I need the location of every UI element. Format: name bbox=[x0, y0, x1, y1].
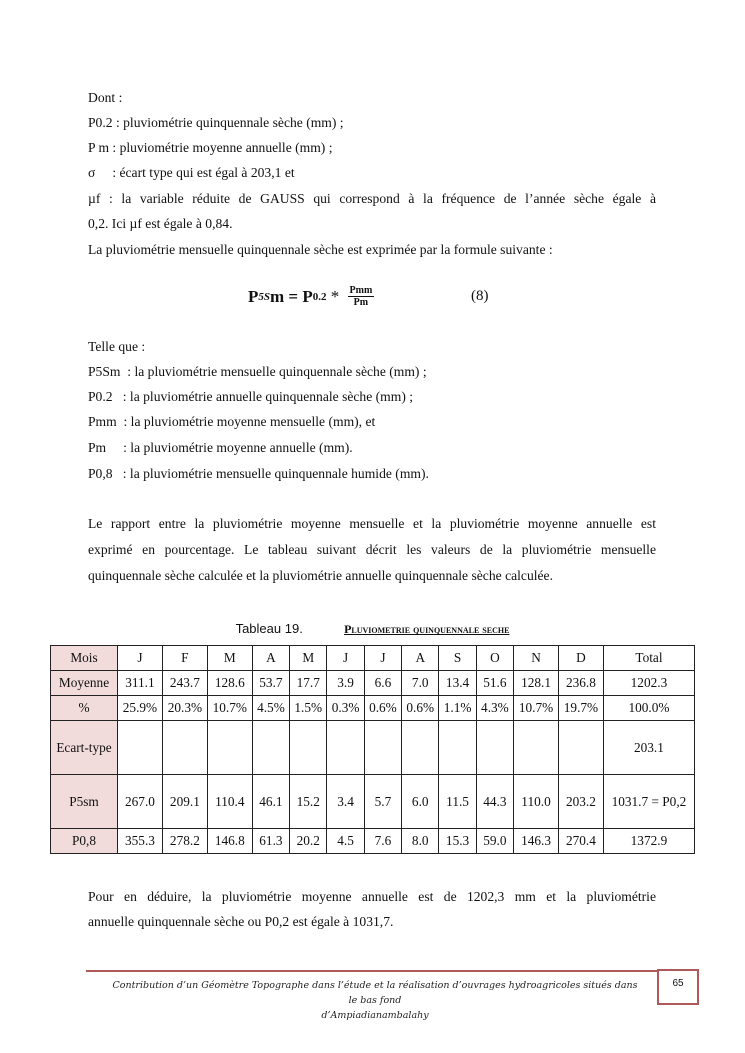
formula-denominator: Pm bbox=[353, 297, 369, 308]
def-mu: µf : la variable réduite de GAUSS qui correspond à la fréquence de l’année sèche égale à bbox=[88, 191, 656, 206]
def-pm: P m : pluviométrie moyenne annuelle (mm) ; bbox=[88, 140, 333, 155]
table-cell: J bbox=[327, 646, 364, 671]
formula-intro: La pluviométrie mensuelle quinquennale sèche est exprimée par la formule suivante : bbox=[88, 242, 553, 257]
table-cell: 10.7% bbox=[207, 696, 252, 721]
table-header-row bbox=[51, 646, 695, 671]
table-cell: 13.4 bbox=[439, 671, 476, 696]
table-row bbox=[51, 829, 695, 854]
rainfall-table bbox=[50, 645, 695, 854]
table-cell bbox=[558, 721, 603, 775]
paragraph-line: exprimé en pourcentage. Le tableau suivant décrit les valeurs de la pluviométrie mensuelle bbox=[88, 542, 656, 557]
table-row bbox=[51, 696, 695, 721]
table-cell: 1202.3 bbox=[603, 671, 694, 696]
table-cell bbox=[207, 721, 252, 775]
table-cell: 146.3 bbox=[514, 829, 559, 854]
formula-fraction bbox=[348, 285, 375, 308]
table-cell: 0.3% bbox=[327, 696, 364, 721]
equation-number: (8) bbox=[471, 288, 489, 304]
paragraph-line: quinquennale sèche calculée et la pluviométrie annuelle quinquennale sèche calculée. bbox=[88, 568, 553, 583]
table-cell: D bbox=[558, 646, 603, 671]
table-cell: 146.8 bbox=[207, 829, 252, 854]
table-cell bbox=[327, 721, 364, 775]
table-cell: 46.1 bbox=[252, 775, 289, 829]
row-header-cell: Ecart-type bbox=[51, 721, 118, 775]
paragraph-line: Le rapport entre la pluviométrie moyenne mensuelle et la pluviométrie moyenne annuelle est bbox=[88, 516, 656, 531]
table-cell: 11.5 bbox=[439, 775, 476, 829]
telle-que-item: Pm : la pluviométrie moyenne annuelle (mm). bbox=[88, 440, 353, 455]
formula-lhs: P bbox=[248, 286, 259, 306]
table-cell: 7.0 bbox=[402, 671, 439, 696]
formula-8 bbox=[248, 285, 374, 308]
table-cell: 1031.7 = P0,2 bbox=[603, 775, 694, 829]
telle-que-item: P0.2 : la pluviométrie annuelle quinquennale sèche (mm) ; bbox=[88, 389, 414, 404]
table-cell: M bbox=[207, 646, 252, 671]
table-cell: 203.1 bbox=[603, 721, 694, 775]
table-cell bbox=[252, 721, 289, 775]
table-cell: 3.9 bbox=[327, 671, 364, 696]
table-cell: 270.4 bbox=[558, 829, 603, 854]
table-cell: 203.2 bbox=[558, 775, 603, 829]
table-cell bbox=[290, 721, 327, 775]
telle-que-item: P5Sm : la pluviométrie mensuelle quinquennale sèche (mm) ; bbox=[88, 364, 427, 379]
table-cell: 61.3 bbox=[252, 829, 289, 854]
table-cell: O bbox=[476, 646, 513, 671]
table-cell: 3.4 bbox=[327, 775, 364, 829]
row-header-cell: % bbox=[51, 696, 118, 721]
table-cell: J bbox=[364, 646, 401, 671]
page-number: 65 bbox=[657, 969, 699, 1005]
table-title: Pluviometrie quinquennale seche bbox=[344, 622, 510, 636]
telle-que-item: P0,8 : la pluviométrie mensuelle quinquennale humide (mm). bbox=[88, 466, 429, 481]
table-cell: 1.1% bbox=[439, 696, 476, 721]
table-cell: 110.4 bbox=[207, 775, 252, 829]
table-cell: 51.6 bbox=[476, 671, 513, 696]
row-header-cell: Moyenne bbox=[51, 671, 118, 696]
table-cell: 17.7 bbox=[290, 671, 327, 696]
dont-label: Dont : bbox=[88, 90, 123, 105]
table-cell: 1372.9 bbox=[603, 829, 694, 854]
formula-lhs-sub: 5S bbox=[258, 290, 271, 303]
formula-p-sub: 0.2 bbox=[312, 290, 327, 303]
table-cell: 4.3% bbox=[476, 696, 513, 721]
table-cell bbox=[118, 721, 163, 775]
conclusion-line: Pour en déduire, la pluviométrie moyenne annuelle est de 1202,3 mm et la pluviométrie bbox=[88, 889, 656, 904]
table-cell: 44.3 bbox=[476, 775, 513, 829]
table-cell: 243.7 bbox=[162, 671, 207, 696]
row-header-cell: P5sm bbox=[51, 775, 118, 829]
table-cell: 4.5% bbox=[252, 696, 289, 721]
table-cell bbox=[162, 721, 207, 775]
table-row bbox=[51, 671, 695, 696]
row-header-cell: Mois bbox=[51, 646, 118, 671]
table-cell: 0.6% bbox=[402, 696, 439, 721]
table-row bbox=[51, 721, 695, 775]
table-cell bbox=[514, 721, 559, 775]
table-cell: 25.9% bbox=[118, 696, 163, 721]
conclusion-line: annuelle quinquennale sèche ou P0,2 est égale à 1031,7. bbox=[88, 914, 394, 929]
table-label: Tableau 19. bbox=[235, 621, 303, 636]
table-cell: J bbox=[118, 646, 163, 671]
table-cell: 355.3 bbox=[118, 829, 163, 854]
table-cell bbox=[364, 721, 401, 775]
table-cell: 5.7 bbox=[364, 775, 401, 829]
table-cell: 110.0 bbox=[514, 775, 559, 829]
table-cell: 15.2 bbox=[290, 775, 327, 829]
table-cell: 6.6 bbox=[364, 671, 401, 696]
telle-que-title: Telle que : bbox=[88, 339, 146, 354]
table-cell: 128.1 bbox=[514, 671, 559, 696]
table-cell: 7.6 bbox=[364, 829, 401, 854]
table-cell: A bbox=[402, 646, 439, 671]
table-cell: 53.7 bbox=[252, 671, 289, 696]
row-header-cell: P0,8 bbox=[51, 829, 118, 854]
def-p02: P0.2 : pluviométrie quinquennale sèche (mm) ; bbox=[88, 115, 344, 130]
table-row bbox=[51, 775, 695, 829]
formula-numerator: Pmm bbox=[349, 285, 373, 296]
table-caption bbox=[0, 621, 745, 637]
table-cell: 10.7% bbox=[514, 696, 559, 721]
formula-times: * bbox=[326, 286, 344, 306]
table-cell bbox=[402, 721, 439, 775]
table-cell: 4.5 bbox=[327, 829, 364, 854]
table-cell: 236.8 bbox=[558, 671, 603, 696]
footer-text-line1: Contribution d’un Géomètre Topographe dans l’étude et la réalisation d’ouvrages hydroagricoles situés dans le bas fond bbox=[112, 980, 638, 1006]
table-cell: 311.1 bbox=[118, 671, 163, 696]
def-mu-cont: 0,2. Ici µf est égale à 0,84. bbox=[88, 216, 233, 231]
table-cell: 0.6% bbox=[364, 696, 401, 721]
footer-text-line2: d’Ampiadianambalahy bbox=[321, 1010, 429, 1021]
footer-divider bbox=[86, 970, 696, 972]
table-cell: 267.0 bbox=[118, 775, 163, 829]
table-cell: 100.0% bbox=[603, 696, 694, 721]
table-cell: 1.5% bbox=[290, 696, 327, 721]
table-cell: 6.0 bbox=[402, 775, 439, 829]
table-cell: 128.6 bbox=[207, 671, 252, 696]
table-cell: N bbox=[514, 646, 559, 671]
table-cell: Total bbox=[603, 646, 694, 671]
table-cell: 20.2 bbox=[290, 829, 327, 854]
table-cell: S bbox=[439, 646, 476, 671]
table-cell: 59.0 bbox=[476, 829, 513, 854]
telle-que-item: Pmm : la pluviométrie moyenne mensuelle (mm), et bbox=[88, 414, 376, 429]
formula-lhs-rest: m = P bbox=[270, 286, 313, 306]
footer-text bbox=[110, 978, 640, 1023]
table-cell: 278.2 bbox=[162, 829, 207, 854]
table-cell: 8.0 bbox=[402, 829, 439, 854]
table-cell: M bbox=[290, 646, 327, 671]
def-sigma: σ : écart type qui est égal à 203,1 et bbox=[88, 165, 295, 180]
table-cell: F bbox=[162, 646, 207, 671]
table-cell: 19.7% bbox=[558, 696, 603, 721]
table-cell: 20.3% bbox=[162, 696, 207, 721]
table-cell: A bbox=[252, 646, 289, 671]
table-cell: 209.1 bbox=[162, 775, 207, 829]
table-cell bbox=[476, 721, 513, 775]
table-cell: 15.3 bbox=[439, 829, 476, 854]
table-cell bbox=[439, 721, 476, 775]
